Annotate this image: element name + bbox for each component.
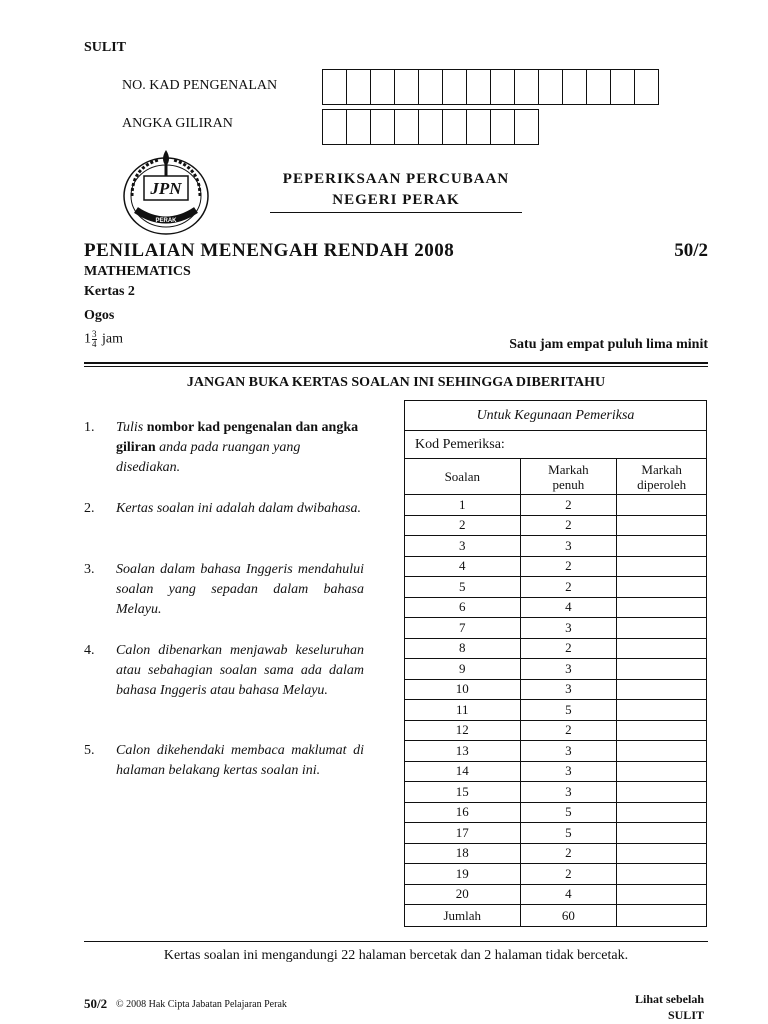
col-full-marks-line1: Markah (548, 461, 589, 477)
table-row (405, 741, 707, 762)
instruction-text: anda pada ruangan yang disediakan. (116, 440, 301, 475)
table-row (405, 884, 707, 905)
digit-box[interactable] (419, 70, 443, 104)
question-number-cell: 9 (405, 659, 521, 680)
question-number-cell: 20 (405, 884, 521, 905)
instruction-text: Calon dikehendaki membaca maklumat di halaman belakang kertas soalan ini. (116, 743, 364, 778)
footer-right (635, 991, 704, 1023)
table-row (405, 536, 707, 557)
digit-box[interactable] (515, 110, 538, 144)
marks-obtained-cell[interactable] (617, 495, 707, 516)
full-marks-cell: 3 (520, 782, 617, 803)
full-marks-cell: 5 (520, 802, 617, 823)
question-number-cell: 13 (405, 741, 521, 762)
index-number-label: ANGKA GILIRAN (122, 116, 233, 131)
question-number-cell: 19 (405, 864, 521, 885)
do-not-open-warning: JANGAN BUKA KERTAS SOALAN INI SEHINGGA DIBERITAHU (186, 375, 606, 390)
paper-code: 50/2 (674, 240, 708, 261)
table-row (405, 577, 707, 598)
question-number-cell: 11 (405, 700, 521, 721)
footer-paper-code: 50/2 (84, 996, 108, 1011)
table-row (405, 659, 707, 680)
full-marks-cell: 2 (520, 577, 617, 598)
full-marks-cell: 2 (520, 864, 617, 885)
table-row (405, 864, 707, 885)
question-number-cell: 6 (405, 597, 521, 618)
digit-box[interactable] (635, 70, 658, 104)
marks-obtained-cell[interactable] (617, 638, 707, 659)
digit-box[interactable] (395, 110, 419, 144)
duration (84, 330, 123, 349)
instruction-text: Kertas soalan ini adalah dalam dwibahasa. (116, 501, 362, 516)
exam-state-line: NEGERI PERAK (332, 192, 460, 208)
full-marks-cell: 2 (520, 638, 617, 659)
marks-obtained-cell[interactable] (617, 843, 707, 864)
instruction-bold-text: nombor kad pengenalan dan angka giliran (116, 420, 359, 455)
state-education-crest (118, 146, 214, 238)
table-row (405, 495, 707, 516)
duration-words: Satu jam empat puluh lima minit (509, 337, 708, 352)
marks-obtained-cell[interactable] (617, 782, 707, 803)
marks-obtained-cell[interactable] (617, 864, 707, 885)
exam-type-line: PEPERIKSAAN PERCUBAAN (282, 171, 510, 187)
instruction-number: 1. (84, 420, 95, 435)
full-marks-cell: 3 (520, 679, 617, 700)
instruction-number: 3. (84, 562, 95, 577)
digit-box[interactable] (491, 70, 515, 104)
exam-title-underline (270, 212, 522, 213)
table-row (405, 700, 707, 721)
table-row (405, 638, 707, 659)
col-marks-obtained-header (617, 459, 707, 495)
full-marks-cell: 3 (520, 618, 617, 639)
total-full-marks-cell: 60 (520, 905, 617, 927)
full-marks-cell: 2 (520, 843, 617, 864)
question-number-cell: 12 (405, 720, 521, 741)
paper-number: Kertas 2 (84, 284, 135, 299)
full-marks-cell: 3 (520, 659, 617, 680)
col-full-marks-header (520, 459, 617, 495)
digit-box[interactable] (323, 70, 347, 104)
full-marks-cell: 4 (520, 597, 617, 618)
examiner-code-label: Kod Pemeriksa: (415, 436, 505, 452)
digit-box[interactable] (347, 70, 371, 104)
question-number-cell: 5 (405, 577, 521, 598)
marks-obtained-cell[interactable] (617, 618, 707, 639)
instruction-number: 2. (84, 501, 95, 516)
col-question-header: Soalan (405, 459, 521, 495)
examiner-heading: Untuk Kegunaan Pemeriksa (405, 401, 707, 431)
table-row (405, 843, 707, 864)
sulit-label-top: SULIT (84, 40, 127, 55)
table-row (405, 679, 707, 700)
question-number-cell: 1 (405, 495, 521, 516)
turn-over-label: Lihat sebelah (634, 992, 704, 1006)
question-number-cell: 3 (405, 536, 521, 557)
question-number-cell: 16 (405, 802, 521, 823)
full-marks-cell: 2 (520, 495, 617, 516)
total-row (405, 905, 707, 927)
col-marks-obtained-line1: Markah (641, 461, 682, 477)
table-row (405, 515, 707, 536)
digit-box[interactable] (419, 110, 443, 144)
examiner-code-cell[interactable] (405, 431, 707, 459)
table-row (405, 720, 707, 741)
table-row (405, 618, 707, 639)
col-full-marks-line2: penuh (552, 476, 585, 492)
header-divider-thin (84, 366, 708, 367)
table-row (405, 597, 707, 618)
digit-box[interactable] (611, 70, 635, 104)
digit-box[interactable] (539, 70, 563, 104)
marks-obtained-cell[interactable] (617, 823, 707, 844)
exam-title: PENILAIAN MENENGAH RENDAH 2008 (84, 240, 455, 261)
crest-ring-text: PERAK (155, 218, 177, 224)
full-marks-cell: 2 (520, 720, 617, 741)
marks-obtained-cell[interactable] (617, 700, 707, 721)
digit-box[interactable] (371, 70, 395, 104)
full-marks-cell: 3 (520, 741, 617, 762)
digit-box[interactable] (443, 70, 467, 104)
full-marks-cell: 3 (520, 761, 617, 782)
question-number-cell: 7 (405, 618, 521, 639)
footer-divider (84, 941, 708, 942)
digit-box[interactable] (443, 110, 467, 144)
marks-obtained-cell[interactable] (617, 802, 707, 823)
question-number-cell: 15 (405, 782, 521, 803)
col-marks-obtained-line2: diperoleh (637, 476, 687, 492)
marks-obtained-cell[interactable] (617, 577, 707, 598)
question-number-cell: 14 (405, 761, 521, 782)
table-row (405, 802, 707, 823)
full-marks-cell: 3 (520, 536, 617, 557)
total-marks-obtained-cell[interactable] (617, 905, 707, 927)
question-number-cell: 8 (405, 638, 521, 659)
duration-unit: jam (102, 331, 123, 347)
full-marks-cell: 2 (520, 515, 617, 536)
duration-fraction (92, 330, 97, 349)
full-marks-cell: 2 (520, 556, 617, 577)
duration-whole: 1 (84, 331, 91, 347)
table-row (405, 823, 707, 844)
digit-box[interactable] (467, 70, 491, 104)
instruction-text: Soalan dalam bahasa Inggeris mendahului soalan yang sepadan dalam bahasa Melayu. (116, 562, 364, 617)
question-number-cell: 10 (405, 679, 521, 700)
question-number-cell: 17 (405, 823, 521, 844)
examiner-table (404, 400, 707, 927)
instruction-text: Tulis (116, 420, 147, 435)
full-marks-cell: 5 (520, 823, 617, 844)
question-number-cell: 18 (405, 843, 521, 864)
page-count-note: Kertas soalan ini mengandungi 22 halaman bercetak dan 2 halaman tidak bercetak. (163, 948, 629, 963)
full-marks-cell: 5 (520, 700, 617, 721)
digit-box[interactable] (515, 70, 539, 104)
header-divider (84, 362, 708, 364)
marks-obtained-cell[interactable] (617, 720, 707, 741)
digit-box[interactable] (587, 70, 611, 104)
marks-obtained-cell[interactable] (617, 556, 707, 577)
digit-box[interactable] (491, 110, 515, 144)
exam-month: Ogos (84, 308, 115, 323)
copyright-notice: © 2008 Hak Cipta Jabatan Pelajaran Perak (116, 999, 287, 1010)
subject-name: MATHEMATICS (84, 264, 191, 279)
marks-obtained-cell[interactable] (617, 884, 707, 905)
table-row (405, 761, 707, 782)
digit-box[interactable] (563, 70, 587, 104)
table-row (405, 782, 707, 803)
question-number-cell: 4 (405, 556, 521, 577)
index-number-boxes[interactable] (322, 109, 539, 145)
ic-number-label: NO. KAD PENGENALAN (122, 78, 278, 93)
digit-box[interactable] (371, 110, 395, 144)
marks-obtained-cell[interactable] (617, 515, 707, 536)
marks-obtained-cell[interactable] (617, 659, 707, 680)
digit-box[interactable] (347, 110, 371, 144)
duration-numerator: 3 (92, 329, 97, 339)
marks-obtained-cell[interactable] (617, 536, 707, 557)
table-row (405, 556, 707, 577)
marks-obtained-cell[interactable] (617, 597, 707, 618)
instruction-number: 4. (84, 643, 95, 658)
marks-obtained-cell[interactable] (617, 679, 707, 700)
instruction-number: 5. (84, 743, 95, 758)
digit-box[interactable] (323, 110, 347, 144)
crest-initials: JPN (150, 179, 182, 198)
total-label-cell: Jumlah (405, 905, 521, 927)
digit-box[interactable] (395, 70, 419, 104)
duration-denominator: 4 (92, 339, 97, 349)
instruction-text: Calon dibenarkan menjawab keseluruhan atau sebahagian soalan sama ada dalam bahasa Inggeris atau bahasa Melayu. (116, 643, 364, 698)
digit-box[interactable] (467, 110, 491, 144)
full-marks-cell: 4 (520, 884, 617, 905)
marks-obtained-cell[interactable] (617, 761, 707, 782)
sulit-label-bottom: SULIT (667, 1008, 704, 1022)
ic-number-boxes[interactable] (322, 69, 659, 105)
question-number-cell: 2 (405, 515, 521, 536)
marks-obtained-cell[interactable] (617, 741, 707, 762)
